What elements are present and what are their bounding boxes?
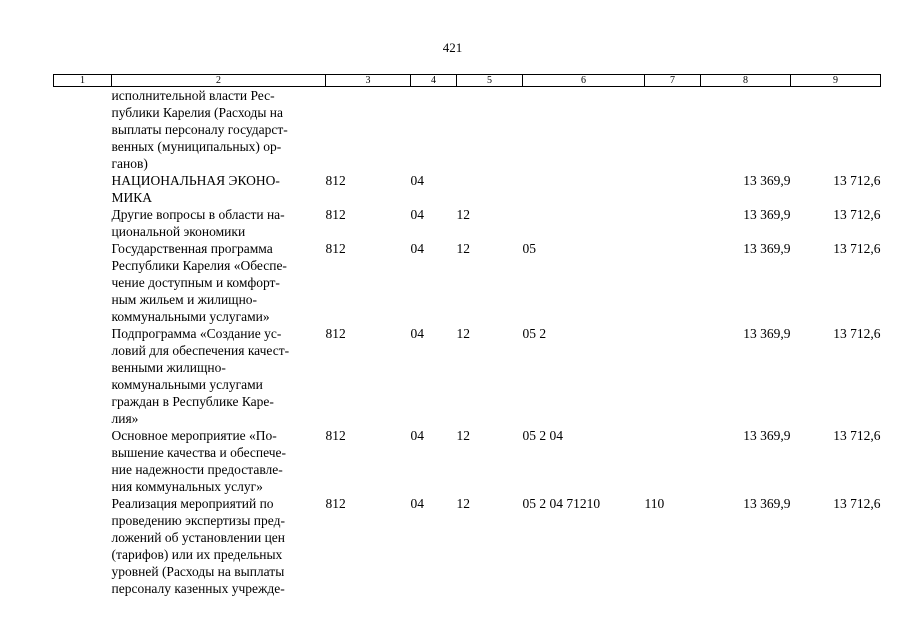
amount-year-2: 13 712,6 [833,428,881,443]
column-header-5: 5 [457,75,523,87]
target-article-code: 05 2 04 [522,428,563,443]
section-code: 04 [410,496,424,511]
ministry-code: 812 [325,428,346,443]
table-row [54,325,881,427]
target-article-code: 05 2 [522,326,547,341]
amount-year-2: 13 712,6 [833,207,881,222]
description-line: проведению экспертизы пред- [111,513,285,528]
column-header-6: 6 [523,75,645,87]
ministry-code: 812 [325,173,346,188]
amount-year-2: 13 712,6 [833,241,881,256]
budget-table [53,74,881,597]
description-line: Другие вопросы в области на- [111,207,285,222]
description-line: ным жильем и жилищно- [111,292,258,307]
section-code: 04 [410,241,424,256]
subsection-code [457,87,523,173]
empty-cell [54,427,112,495]
empty-cell [54,495,112,597]
amount-year-1: 13 369,9 [743,326,791,341]
amount-year-1: 13 369,9 [743,173,791,188]
table-row [54,427,881,495]
target-article-code: 05 [522,241,536,256]
target-article-code [523,206,645,240]
description-line: чение доступным и комфорт- [111,275,280,290]
table-row [54,240,881,325]
table-row [54,495,881,597]
empty-cell [54,325,112,427]
target-article-code: 05 2 04 71210 [522,496,601,511]
description-line: ложений об установлении цен [111,530,286,545]
expense-type-code [645,427,701,495]
description-line: граждан в Республике Каре- [111,394,274,409]
subsection-code: 12 [456,326,470,341]
amount-year-1: 13 369,9 [743,207,791,222]
page-number: 421 [442,40,463,55]
description-line: ловий для обеспечения качест- [111,343,290,358]
description-line: циональной экономики [111,224,246,239]
description-line: публики Карелия (Расходы на [111,105,283,120]
empty-cell [54,172,112,206]
item-description [112,495,326,597]
description-line: Подпрограмма «Создание ус- [111,326,282,341]
description-line: ния коммунальных услуг» [111,479,263,494]
description-line: уровней (Расходы на выплаты [111,564,285,579]
section-code: 04 [410,207,424,222]
empty-cell [54,206,112,240]
ministry-code: 812 [325,496,346,511]
section-code [411,87,457,173]
amount-year-1 [701,87,791,173]
description-line: персоналу казенных учрежде- [111,581,285,596]
description-line: (тарифов) или их предельных [111,547,283,562]
target-article-code [523,172,645,206]
description-line: вышение качества и обеспече- [111,445,287,460]
expense-type-code [645,206,701,240]
table-row [54,87,881,173]
table-row [54,172,881,206]
column-header-7: 7 [645,75,701,87]
ministry-code: 812 [325,241,346,256]
amount-year-2 [791,87,881,173]
description-line: Реализация мероприятий по [111,496,274,511]
column-header-4: 4 [411,75,457,87]
empty-cell [54,240,112,325]
column-header-3: 3 [326,75,411,87]
table-row [54,206,881,240]
expense-type-code [645,325,701,427]
expense-type-code [645,87,701,173]
description-line: исполнительной власти Рес- [111,88,275,103]
description-line: лия» [111,411,139,426]
item-description [112,206,326,240]
amount-year-2: 13 712,6 [833,173,881,188]
description-line: Республики Карелия «Обеспе- [111,258,287,273]
section-code: 04 [410,428,424,443]
amount-year-1: 13 369,9 [743,241,791,256]
description-line: Основное мероприятие «По- [111,428,277,443]
description-line: ние надежности предоставле- [111,462,283,477]
target-article-code [523,87,645,173]
column-header-2: 2 [112,75,326,87]
amount-year-1: 13 369,9 [743,428,791,443]
subsection-code: 12 [456,241,470,256]
item-description [112,325,326,427]
amount-year-2: 13 712,6 [833,326,881,341]
item-description [112,240,326,325]
column-header-8: 8 [701,75,791,87]
column-number-header [54,75,881,87]
description-line: коммунальными услугами [111,377,263,392]
amount-year-1: 13 369,9 [743,496,791,511]
description-line: венных (муниципальных) ор- [111,139,282,154]
expense-type-code [645,240,701,325]
section-code: 04 [410,326,424,341]
empty-cell [54,87,112,173]
subsection-code [457,172,523,206]
expense-type-code [645,172,701,206]
description-line: ганов) [111,156,148,171]
ministry-code [326,87,411,173]
description-line: выплаты персоналу государст- [111,122,288,137]
description-line: НАЦИОНАЛЬНАЯ ЭКОНО- [111,173,280,188]
item-description [112,172,326,206]
description-line: коммунальными услугами» [111,309,270,324]
item-description [112,427,326,495]
column-header-1: 1 [54,75,112,87]
description-line: Государственная программа [111,241,273,256]
subsection-code: 12 [456,428,470,443]
description-line: венными жилищно- [111,360,226,375]
ministry-code: 812 [325,326,346,341]
amount-year-2: 13 712,6 [833,496,881,511]
expense-type-code: 110 [644,496,665,511]
subsection-code: 12 [456,496,470,511]
column-header-9: 9 [791,75,881,87]
subsection-code: 12 [456,207,470,222]
ministry-code: 812 [325,207,346,222]
section-code: 04 [410,173,424,188]
description-line: МИКА [111,190,153,205]
item-description [112,87,326,173]
